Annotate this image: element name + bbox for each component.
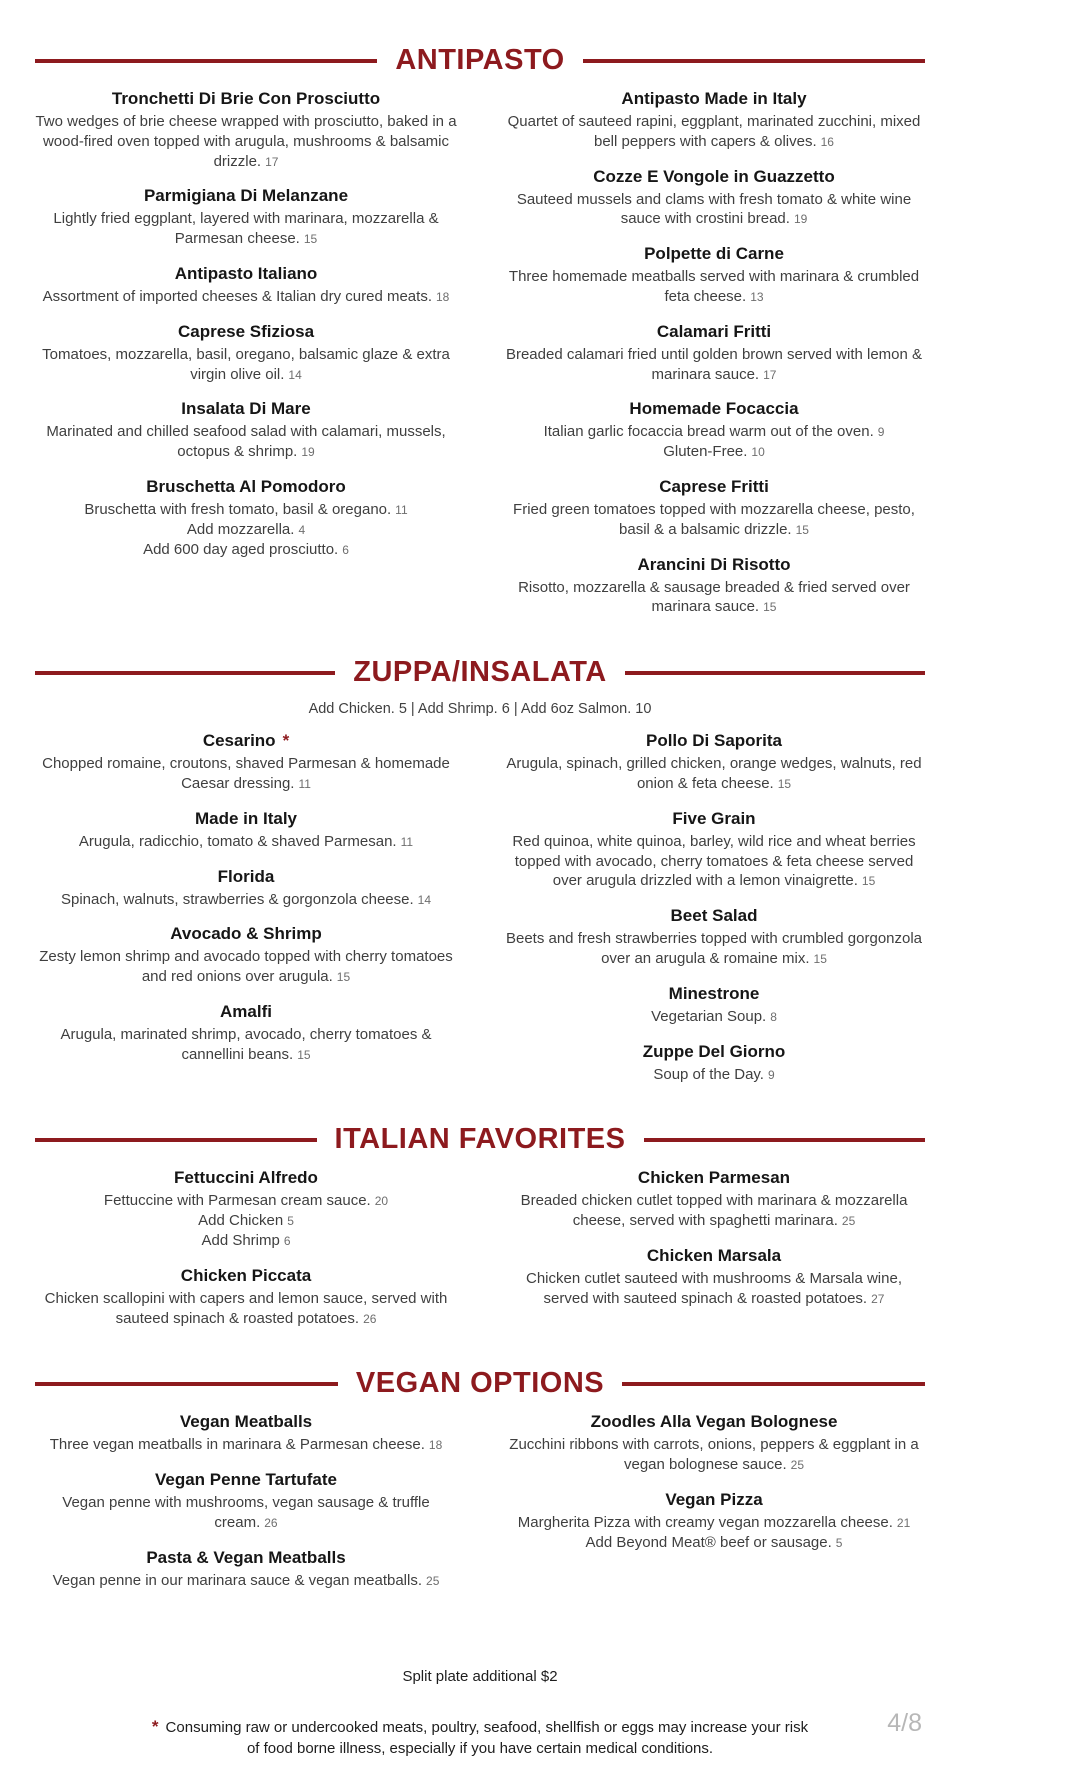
menu-item-description bbox=[35, 1191, 457, 1211]
menu-item-description bbox=[503, 1269, 925, 1309]
menu-column bbox=[35, 1168, 457, 1343]
menu-item-description bbox=[35, 540, 457, 560]
menu-item-description-text: Assortment of imported cheeses & Italian dry cured meats. bbox=[42, 287, 432, 305]
menu-column bbox=[503, 731, 925, 1099]
menu-item-description-text: Add mozzarella. bbox=[186, 520, 295, 538]
disclaimer-text: Consuming raw or undercooked meats, poultry, seafood, shellfish or eggs may increase your risk of food borne illness, especially if you have certain medical conditions. bbox=[165, 1718, 809, 1758]
menu-item-name bbox=[503, 1412, 925, 1432]
menu-item bbox=[35, 477, 457, 559]
menu-content bbox=[35, 0, 925, 1759]
menu-item-description bbox=[503, 754, 925, 794]
menu-column bbox=[503, 1168, 925, 1343]
menu-item-description bbox=[35, 112, 457, 171]
menu-item-name bbox=[503, 809, 925, 829]
menu-item-description-text: Breaded chicken cutlet topped with marinara & mozzarella cheese, served with spaghetti marinara. bbox=[520, 1192, 908, 1230]
menu-column bbox=[503, 1412, 925, 1605]
menu-item-price: 20 bbox=[374, 1194, 389, 1209]
menu-item-name bbox=[35, 924, 457, 944]
menu-item-description-text: Risotto, mozzarella & sausage breaded & fried served over marinara sauce. bbox=[518, 578, 910, 616]
menu-item bbox=[35, 1002, 457, 1065]
menu-item-name bbox=[35, 89, 457, 109]
menu-item-description-text: Beets and fresh strawberries topped with crumbled gorgonzola over an arugula & romaine mix. bbox=[505, 930, 923, 967]
menu-item-name bbox=[503, 399, 925, 419]
menu-section bbox=[35, 44, 925, 632]
menu-item-description bbox=[503, 190, 925, 230]
menu-item-description bbox=[503, 267, 925, 307]
menu-item-description-text: Add Chicken bbox=[198, 1212, 284, 1230]
menu-item bbox=[503, 984, 925, 1027]
menu-item-description bbox=[503, 1513, 925, 1533]
menu-item-description bbox=[35, 520, 457, 540]
section-title: ZUPPA/INSALATA bbox=[353, 656, 607, 689]
menu-item-description-text: Breaded calamari fried until golden brown served with lemon & marinara sauce. bbox=[505, 345, 923, 383]
menu-item-price: 11 bbox=[400, 834, 414, 849]
menu-item bbox=[35, 1470, 457, 1533]
menu-item bbox=[503, 399, 925, 462]
menu-item-description bbox=[503, 1191, 925, 1231]
menu-item-price: 15 bbox=[795, 522, 809, 537]
menu-item bbox=[35, 809, 457, 852]
menu-item-price: 25 bbox=[426, 1573, 440, 1588]
menu-item-name-text: Amalfi bbox=[220, 1001, 272, 1021]
menu-item-description-text: Sauteed mussels and clams with fresh tomato & white wine sauce with crostini bread. bbox=[516, 190, 912, 228]
menu-item-price: 4 bbox=[298, 522, 306, 537]
menu-item-description-text: Add Shrimp bbox=[201, 1231, 280, 1249]
menu-item-price: 15 bbox=[336, 970, 351, 985]
menu-item-asterisk: * bbox=[282, 731, 290, 751]
menu-item-description bbox=[503, 500, 925, 540]
menu-item-description-text: Vegan penne with mushrooms, vegan sausage & truffle cream. bbox=[62, 1494, 430, 1531]
menu-item-name bbox=[35, 809, 457, 829]
menu-item-name bbox=[35, 1168, 457, 1188]
menu-item-description-text: Chicken scallopini with capers and lemon sauce, served with sauteed spinach & roasted potatoes. bbox=[44, 1289, 448, 1327]
menu-item-name-text: Florida bbox=[217, 866, 275, 886]
menu-item-price: 27 bbox=[871, 1291, 885, 1306]
menu-item-price: 6 bbox=[342, 542, 349, 557]
menu-item bbox=[503, 1246, 925, 1309]
menu-item bbox=[35, 731, 457, 794]
menu-item-name-text: Antipasto Italiano bbox=[174, 263, 318, 283]
menu-item-price: 25 bbox=[841, 1214, 856, 1229]
menu-item-description-text: Three vegan meatballs in marinara & Parmesan cheese. bbox=[49, 1436, 425, 1454]
menu-item-name bbox=[503, 1246, 925, 1266]
menu-item bbox=[503, 555, 925, 618]
menu-item bbox=[35, 264, 457, 307]
menu-column bbox=[35, 731, 457, 1099]
menu-item-description bbox=[503, 832, 925, 891]
menu-item-price: 25 bbox=[790, 1458, 804, 1473]
menu-item bbox=[503, 809, 925, 891]
menu-item-price: 26 bbox=[264, 1515, 278, 1530]
menu-item-description bbox=[503, 1435, 925, 1475]
menu-item-price: 10 bbox=[751, 445, 765, 460]
menu-item-name-text: Pollo Di Saporita bbox=[645, 731, 783, 751]
menu-item bbox=[503, 167, 925, 230]
menu-item-description-text: Add Beyond Meat® beef or sausage. bbox=[585, 1533, 832, 1551]
menu-item-name-text: Cozze E Vongole in Guazzetto bbox=[593, 166, 835, 186]
menu-item bbox=[503, 906, 925, 969]
menu-item-name-text: Caprese Fritti bbox=[659, 476, 769, 496]
menu-item-description bbox=[35, 209, 457, 249]
menu-item-price: 15 bbox=[303, 232, 318, 247]
menu-item-name-text: Made in Italy bbox=[194, 808, 298, 828]
menu-item-price: 15 bbox=[297, 1047, 311, 1062]
heading-rule bbox=[622, 1382, 925, 1386]
menu-item-price: 18 bbox=[435, 289, 450, 304]
menu-item-name-text: Cesarino bbox=[202, 731, 276, 751]
menu-item-price: 14 bbox=[288, 367, 302, 382]
section-title: ANTIPASTO bbox=[395, 44, 565, 76]
menu-item-description-text: Two wedges of brie cheese wrapped with prosciutto, baked in a wood-fired oven topped with arugula, mushrooms & balsamic drizzle. bbox=[35, 113, 457, 170]
menu-item-description-text: Bruschetta with fresh tomato, basil & oregano. bbox=[84, 500, 392, 518]
menu-item bbox=[35, 322, 457, 385]
menu-item-name-text: Minestrone bbox=[668, 983, 760, 1003]
menu-item-description-text: Vegan penne in our marinara sauce & vegan meatballs. bbox=[52, 1571, 423, 1589]
section-columns bbox=[35, 89, 925, 632]
menu-item-price: 17 bbox=[763, 367, 777, 382]
menu-item bbox=[503, 89, 925, 152]
section-title: ITALIAN FAVORITES bbox=[334, 1123, 626, 1156]
menu-item bbox=[503, 1042, 925, 1085]
menu-item-name-text: Antipasto Made in Italy bbox=[621, 89, 807, 108]
menu-item-description bbox=[35, 1231, 457, 1251]
menu-item-price: 19 bbox=[793, 212, 808, 227]
menu-item-price: 16 bbox=[820, 134, 834, 149]
section-header bbox=[35, 1123, 925, 1156]
heading-rule bbox=[625, 671, 925, 675]
menu-item-price: 11 bbox=[395, 502, 408, 517]
menu-item-description bbox=[35, 1571, 457, 1591]
menu-item bbox=[503, 322, 925, 385]
menu-item-price: 6 bbox=[283, 1233, 291, 1248]
menu-item-description-text: Italian garlic focaccia bread warm out of the oven. bbox=[543, 423, 874, 441]
heading-rule bbox=[583, 59, 925, 63]
menu-item-name bbox=[35, 1002, 457, 1022]
menu-item-description-text: Spinach, walnuts, strawberries & gorgonzola cheese. bbox=[60, 890, 414, 908]
menu-item-description bbox=[503, 1007, 925, 1027]
section-header bbox=[35, 44, 925, 77]
menu-item-price: 21 bbox=[896, 1515, 911, 1530]
menu-item-description-text: Soup of the Day. bbox=[653, 1065, 764, 1083]
menu-item-description bbox=[503, 578, 925, 618]
section-header bbox=[35, 1367, 925, 1400]
menu-item-description-text: Margherita Pizza with creamy vegan mozzarella cheese. bbox=[517, 1513, 893, 1531]
menu-item-price: 9 bbox=[877, 425, 885, 440]
menu-item-name bbox=[503, 244, 925, 264]
menu-item-name-text: Chicken Piccata bbox=[180, 1265, 312, 1285]
menu-item bbox=[503, 477, 925, 540]
menu-item-description-text: Marinated and chilled seafood salad with calamari, mussels, octopus & shrimp. bbox=[46, 423, 446, 461]
menu-item-description-text: Arugula, spinach, grilled chicken, orange wedges, walnuts, red onion & feta cheese. bbox=[506, 755, 922, 792]
menu-item-description bbox=[503, 422, 925, 442]
menu-item-description-text: Quartet of sauteed rapini, eggplant, marinated zucchini, mixed bell peppers with capers & olives. bbox=[507, 113, 921, 150]
heading-rule bbox=[644, 1138, 926, 1142]
menu-item-description-text: Fettuccine with Parmesan cream sauce. bbox=[103, 1192, 371, 1210]
menu-item-name bbox=[35, 186, 457, 206]
menu-item-price: 9 bbox=[767, 1067, 775, 1082]
menu-item-name-text: Tronchetti Di Brie Con Prosciutto bbox=[111, 89, 381, 108]
menu-section bbox=[35, 1367, 925, 1605]
menu-item-name bbox=[35, 1470, 457, 1490]
menu-item bbox=[35, 186, 457, 249]
menu-item-description-text: Arugula, radicchio, tomato & shaved Parmesan. bbox=[78, 832, 397, 850]
menu-item-price: 5 bbox=[287, 1214, 294, 1229]
menu-item-name-text: Pasta & Vegan Meatballs bbox=[146, 1547, 346, 1567]
menu-item-price: 8 bbox=[770, 1009, 777, 1024]
menu-item-description bbox=[35, 1493, 457, 1533]
menu-item-description bbox=[35, 500, 457, 520]
menu-item-description bbox=[35, 1211, 457, 1231]
menu-item-price: 19 bbox=[301, 445, 315, 460]
menu-item-name-text: Zoodles Alla Vegan Bolognese bbox=[590, 1412, 838, 1432]
menu-item bbox=[35, 399, 457, 462]
menu-item-description bbox=[503, 112, 925, 152]
menu-item-description bbox=[503, 929, 925, 969]
menu-item-price: 17 bbox=[265, 154, 279, 169]
menu-item-name bbox=[503, 167, 925, 187]
menu-item-name bbox=[503, 477, 925, 497]
section-columns bbox=[35, 731, 925, 1099]
menu-item-description bbox=[35, 1289, 457, 1329]
menu-section bbox=[35, 656, 925, 1099]
menu-item-price: 15 bbox=[777, 776, 792, 791]
menu-item-description bbox=[35, 345, 457, 385]
section-addons-note: Add Chicken. 5 | Add Shrimp. 6 | Add 6oz Salmon. 10 bbox=[308, 701, 652, 718]
menu-item-name bbox=[503, 322, 925, 342]
menu-section bbox=[35, 1123, 925, 1343]
menu-item-name bbox=[503, 1490, 925, 1510]
menu-item-name-text: Vegan Penne Tartufate bbox=[154, 1470, 337, 1490]
menu-item-description bbox=[503, 345, 925, 385]
page-number: 4/8 bbox=[887, 1709, 922, 1737]
menu-item-name-text: Zuppe Del Giorno bbox=[642, 1041, 786, 1061]
menu-item-description-text: Zesty lemon shrimp and avocado topped with cherry tomatoes and red onions over arugula. bbox=[39, 948, 453, 986]
section-columns bbox=[35, 1412, 925, 1605]
menu-sections bbox=[35, 44, 925, 1606]
menu-item-description-text: Tomatoes, mozzarella, basil, oregano, balsamic glaze & extra virgin olive oil. bbox=[42, 345, 450, 383]
menu-column bbox=[35, 89, 457, 632]
menu-item-name-text: Beet Salad bbox=[670, 906, 758, 926]
menu-item-name bbox=[35, 731, 457, 751]
menu-item-description-text: Red quinoa, white quinoa, barley, wild rice and wheat berries topped with avocado, cherry tomatoes & feta cheese served over arugula drizzled with a lemon vinaigrette. bbox=[512, 832, 916, 890]
menu-item bbox=[35, 1168, 457, 1250]
menu-item-description bbox=[503, 1065, 925, 1085]
menu-item-price: 18 bbox=[428, 1438, 443, 1453]
menu-item bbox=[503, 1490, 925, 1553]
menu-item-description bbox=[35, 754, 457, 794]
menu-item-description-text: Chopped romaine, croutons, shaved Parmesan & homemade Caesar dressing. bbox=[42, 755, 450, 792]
menu-item-description-text: Vegetarian Soup. bbox=[651, 1007, 767, 1025]
menu-item-price: 15 bbox=[861, 874, 876, 889]
disclaimer-asterisk: * bbox=[151, 1716, 159, 1736]
menu-item-description-text: Add 600 day aged prosciutto. bbox=[143, 540, 339, 558]
heading-rule bbox=[35, 1138, 317, 1142]
menu-item bbox=[35, 1412, 457, 1455]
menu-item-description-text: Arugula, marinated shrimp, avocado, cherry tomatoes & cannellini beans. bbox=[60, 1025, 432, 1063]
split-plate-note: Split plate additional $2 bbox=[402, 1667, 558, 1685]
menu-item-description bbox=[35, 890, 457, 910]
menu-item-description-text: Gluten-Free. bbox=[663, 443, 748, 461]
menu-item bbox=[35, 1548, 457, 1591]
menu-item-price: 15 bbox=[813, 951, 827, 966]
menu-item-description bbox=[35, 832, 457, 852]
menu-item-name bbox=[503, 984, 925, 1004]
heading-rule bbox=[35, 671, 335, 675]
menu-item-name-text: Polpette di Carne bbox=[644, 244, 784, 264]
menu-item-name bbox=[503, 906, 925, 926]
menu-item-name-text: Chicken Parmesan bbox=[637, 1168, 791, 1188]
menu-item-name bbox=[503, 555, 925, 575]
section-title: VEGAN OPTIONS bbox=[355, 1367, 605, 1400]
menu-item bbox=[503, 1168, 925, 1231]
menu-item-name bbox=[503, 89, 925, 109]
menu-item-name-text: Vegan Meatballs bbox=[179, 1412, 313, 1432]
menu-item-description-text: Chicken cutlet sauteed with mushrooms & Marsala wine, served with sauteed spinach & roasted potatoes. bbox=[526, 1269, 902, 1307]
menu-item bbox=[503, 731, 925, 794]
menu-item bbox=[503, 1412, 925, 1475]
menu-item-description bbox=[503, 1533, 925, 1553]
menu-item-description bbox=[35, 1025, 457, 1065]
menu-item-name bbox=[35, 1412, 457, 1432]
menu-item-name bbox=[35, 399, 457, 419]
menu-item-name-text: Chicken Marsala bbox=[646, 1245, 782, 1265]
menu-item-name bbox=[503, 1168, 925, 1188]
menu-item-description bbox=[35, 947, 457, 987]
disclaimer bbox=[150, 1715, 810, 1760]
menu-item bbox=[35, 1266, 457, 1329]
section-columns bbox=[35, 1168, 925, 1343]
menu-item-name-text: Caprese Sfiziosa bbox=[177, 321, 315, 341]
menu-column bbox=[503, 89, 925, 632]
menu-item-name-text: Five Grain bbox=[672, 808, 756, 828]
heading-rule bbox=[35, 1382, 338, 1386]
menu-item-description-text: Fried green tomatoes topped with mozzarella cheese, pesto, basil & a balsamic drizzle. bbox=[513, 500, 915, 538]
menu-item-name-text: Fettuccini Alfredo bbox=[174, 1168, 318, 1188]
section-header bbox=[35, 656, 925, 689]
menu-item-name-text: Bruschetta Al Pomodoro bbox=[146, 476, 346, 496]
menu-item-price: 14 bbox=[417, 892, 432, 907]
menu-item-name bbox=[503, 1042, 925, 1062]
menu-item-name-text: Vegan Pizza bbox=[665, 1489, 763, 1509]
menu-item-name bbox=[503, 731, 925, 751]
menu-item-price: 26 bbox=[363, 1311, 377, 1326]
menu-item-name bbox=[35, 322, 457, 342]
menu-item-description-text: Lightly fried eggplant, layered with marinara, mozzarella & Parmesan cheese. bbox=[53, 210, 439, 248]
menu-item-name bbox=[35, 264, 457, 284]
menu-item-name bbox=[35, 867, 457, 887]
menu-item-name-text: Homemade Focaccia bbox=[629, 399, 799, 419]
menu-item-name-text: Parmigiana Di Melanzane bbox=[143, 186, 349, 206]
menu-item-name-text: Calamari Fritti bbox=[656, 321, 772, 341]
menu-item-description bbox=[503, 442, 925, 462]
menu-item bbox=[35, 867, 457, 910]
menu-item-price: 13 bbox=[750, 289, 764, 304]
menu-item-description-text: Zucchini ribbons with carrots, onions, peppers & eggplant in a vegan bolognese sauce. bbox=[509, 1436, 919, 1474]
menu-item-description bbox=[35, 422, 457, 462]
menu-item-description bbox=[35, 1435, 457, 1455]
menu-item bbox=[35, 924, 457, 987]
menu-item bbox=[35, 89, 457, 171]
menu-item-price: 5 bbox=[835, 1535, 843, 1550]
menu-item-name-text: Arancini Di Risotto bbox=[637, 554, 791, 574]
menu-item-name-text: Avocado & Shrimp bbox=[170, 924, 322, 944]
menu-item-name bbox=[35, 477, 457, 497]
menu-item bbox=[503, 244, 925, 307]
menu-item-price: 11 bbox=[298, 776, 311, 791]
menu-item-description bbox=[35, 287, 457, 307]
menu-column bbox=[35, 1412, 457, 1605]
menu-item-price: 15 bbox=[763, 600, 777, 615]
menu-item-name-text: Insalata Di Mare bbox=[181, 399, 311, 419]
menu-item-name bbox=[35, 1548, 457, 1568]
heading-rule bbox=[35, 59, 377, 63]
menu-item-description-text: Three homemade meatballs served with marinara & crumbled feta cheese. bbox=[508, 268, 920, 305]
menu-item-name bbox=[35, 1266, 457, 1286]
